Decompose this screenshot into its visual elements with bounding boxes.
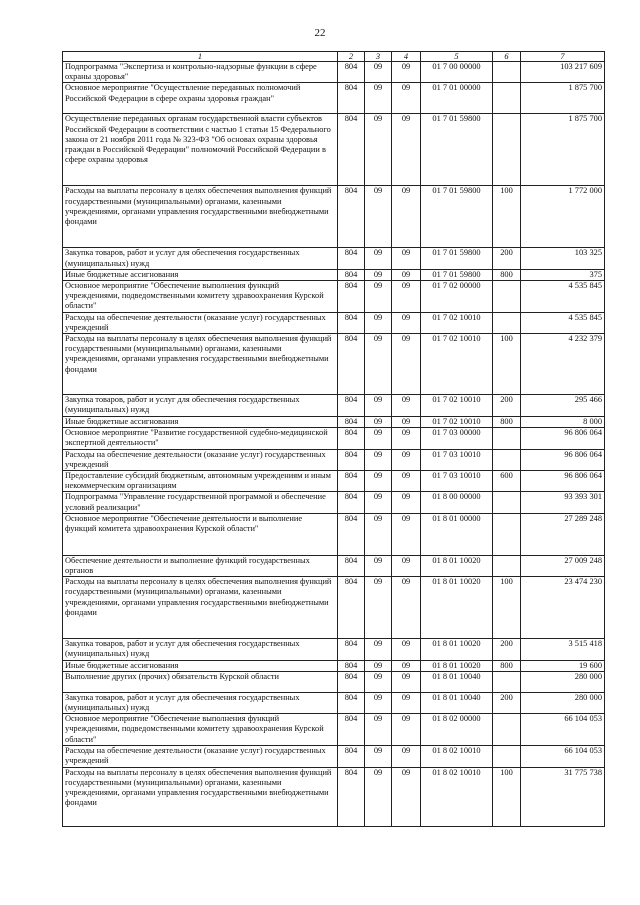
target-article-cell: 01 7 03 10010 (421, 471, 493, 492)
target-article-cell: 01 7 03 00000 (421, 428, 493, 449)
row-name-cell: Закупка товаров, работ и услуг для обеспечения государственных (муниципальных) нужд (63, 248, 338, 269)
ministry-code-cell: 804 (338, 714, 365, 746)
ministry-code-cell: 804 (338, 186, 365, 248)
section-cell: 09 (365, 269, 392, 280)
ministry-code-cell: 804 (338, 83, 365, 114)
subsection-cell: 09 (392, 417, 421, 428)
subsection-cell: 09 (392, 714, 421, 746)
amount-cell: 295 466 (521, 395, 605, 417)
section-cell: 09 (365, 692, 392, 713)
expense-type-cell: 200 (493, 395, 521, 417)
target-article-cell: 01 7 01 59800 (421, 269, 493, 280)
amount-cell: 66 104 053 (521, 746, 605, 767)
table-row (63, 449, 605, 470)
row-name-cell: Основное мероприятие "Обеспечение выполнения функций учреждениями, подведомственными комитету здравоохранения Курской области" (63, 714, 338, 746)
subsection-cell: 09 (392, 395, 421, 417)
expense-type-cell: 200 (493, 639, 521, 660)
ministry-code-cell: 804 (338, 417, 365, 428)
ministry-code-cell: 804 (338, 555, 365, 576)
row-name-cell: Обеспечение деятельности и выполнение функций государственных органов (63, 555, 338, 576)
table-row (63, 639, 605, 660)
amount-cell: 1 875 700 (521, 83, 605, 114)
target-article-cell: 01 8 02 00000 (421, 714, 493, 746)
budget-table (62, 51, 605, 827)
subsection-cell: 09 (392, 471, 421, 492)
target-article-cell: 01 8 01 10020 (421, 555, 493, 576)
expense-type-cell: 200 (493, 248, 521, 269)
ministry-code-cell: 804 (338, 746, 365, 767)
target-article-cell: 01 8 00 00000 (421, 492, 493, 513)
amount-cell: 4 535 845 (521, 312, 605, 333)
column-header: 6 (493, 52, 521, 62)
subsection-cell: 09 (392, 639, 421, 660)
table-row (63, 428, 605, 449)
ministry-code-cell: 804 (338, 62, 365, 83)
target-article-cell: 01 7 01 59800 (421, 114, 493, 186)
expense-type-cell (493, 714, 521, 746)
row-name-cell: Расходы на выплаты персоналу в целях обеспечения выполнения функций государственными (муниципальными) органами, казенными учреждениями, органами управления государственными внебюджетными фондами (63, 577, 338, 639)
ministry-code-cell: 804 (338, 660, 365, 671)
table-row (63, 281, 605, 313)
subsection-cell: 09 (392, 449, 421, 470)
row-name-cell: Основное мероприятие "Обеспечение деятельности и выполнение функций комитета здравоохранения Курской области" (63, 513, 338, 555)
header-row (63, 52, 605, 62)
row-name-cell: Расходы на выплаты персоналу в целях обеспечения выполнения функций государственными (муниципальными) органами, казенными учреждениями, органами управления государственными внебюджетными фондами (63, 767, 338, 826)
section-cell: 09 (365, 428, 392, 449)
target-article-cell: 01 7 01 00000 (421, 83, 493, 114)
amount-cell: 103 325 (521, 248, 605, 269)
column-header: 4 (392, 52, 421, 62)
column-header: 3 (365, 52, 392, 62)
expense-type-cell (493, 492, 521, 513)
row-name-cell: Предоставление субсидий бюджетным, автономным учреждениям и иным некоммерческим организациям (63, 471, 338, 492)
expense-type-cell (493, 83, 521, 114)
row-name-cell: Расходы на выплаты персоналу в целях обеспечения выполнения функций государственными (муниципальными) органами, казенными учреждениями, органами управления государственными внебюджетными фондами (63, 186, 338, 248)
ministry-code-cell: 804 (338, 513, 365, 555)
row-name-cell: Закупка товаров, работ и услуг для обеспечения государственных (муниципальных) нужд (63, 692, 338, 713)
section-cell: 09 (365, 449, 392, 470)
subsection-cell: 09 (392, 555, 421, 576)
amount-cell: 4 535 845 (521, 281, 605, 313)
target-article-cell: 01 7 01 59800 (421, 248, 493, 269)
row-name-cell: Основное мероприятие "Развитие государственной судебно-медицинской экспертной деятельности" (63, 428, 338, 449)
subsection-cell: 09 (392, 671, 421, 692)
section-cell: 09 (365, 395, 392, 417)
amount-cell: 27 289 248 (521, 513, 605, 555)
section-cell: 09 (365, 312, 392, 333)
amount-cell: 1 772 000 (521, 186, 605, 248)
table-row (63, 417, 605, 428)
table-row (63, 114, 605, 186)
ministry-code-cell: 804 (338, 281, 365, 313)
amount-cell: 23 474 230 (521, 577, 605, 639)
target-article-cell: 01 7 00 00000 (421, 62, 493, 83)
row-name-cell: Подпрограмма "Управление государственной программой и обеспечение условий реализации" (63, 492, 338, 513)
row-name-cell: Расходы на выплаты персоналу в целях обеспечения выполнения функций государственными (муниципальными) органами, казенными учреждениями, органами управления государственными внебюджетными фондами (63, 334, 338, 395)
row-name-cell: Закупка товаров, работ и услуг для обеспечения государственных (муниципальных) нужд (63, 639, 338, 660)
table-row (63, 577, 605, 639)
table-row (63, 767, 605, 826)
target-article-cell: 01 7 01 59800 (421, 186, 493, 248)
ministry-code-cell: 804 (338, 395, 365, 417)
subsection-cell: 09 (392, 186, 421, 248)
table-row (63, 692, 605, 713)
subsection-cell: 09 (392, 577, 421, 639)
amount-cell: 4 232 379 (521, 334, 605, 395)
expense-type-cell: 100 (493, 767, 521, 826)
section-cell: 09 (365, 746, 392, 767)
column-header: 2 (338, 52, 365, 62)
row-name-cell: Осуществление переданных органам государственной власти субъектов Российской Федерации в соответствии с частью 1 статьи 15 Федерального закона от 21 ноября 2011 года № 323-ФЗ "Об основах охраны здоровья граждан в Российской Федерации" полномочий Российской Федерации в сфере охраны здоровья (63, 114, 338, 186)
section-cell: 09 (365, 555, 392, 576)
expense-type-cell (493, 671, 521, 692)
row-name-cell: Расходы на обеспечение деятельности (оказание услуг) государственных учреждений (63, 312, 338, 333)
table-row (63, 248, 605, 269)
subsection-cell: 09 (392, 428, 421, 449)
row-name-cell: Закупка товаров, работ и услуг для обеспечения государственных (муниципальных) нужд (63, 395, 338, 417)
table-row (63, 334, 605, 395)
target-article-cell: 01 7 02 10010 (421, 312, 493, 333)
section-cell: 09 (365, 248, 392, 269)
amount-cell: 27 009 248 (521, 555, 605, 576)
target-article-cell: 01 7 02 10010 (421, 417, 493, 428)
amount-cell: 66 104 053 (521, 714, 605, 746)
amount-cell: 93 393 301 (521, 492, 605, 513)
column-header: 1 (63, 52, 338, 62)
page-number: 22 (314, 27, 326, 39)
table-row (63, 555, 605, 576)
table-row (63, 746, 605, 767)
amount-cell: 3 515 418 (521, 639, 605, 660)
target-article-cell: 01 7 02 00000 (421, 281, 493, 313)
subsection-cell: 09 (392, 513, 421, 555)
section-cell: 09 (365, 492, 392, 513)
amount-cell: 280 000 (521, 692, 605, 713)
subsection-cell: 09 (392, 83, 421, 114)
expense-type-cell (493, 428, 521, 449)
expense-type-cell: 800 (493, 417, 521, 428)
ministry-code-cell: 804 (338, 671, 365, 692)
row-name-cell: Иные бюджетные ассигнования (63, 417, 338, 428)
expense-type-cell (493, 513, 521, 555)
target-article-cell: 01 7 03 10010 (421, 449, 493, 470)
section-cell: 09 (365, 186, 392, 248)
row-name-cell: Иные бюджетные ассигнования (63, 660, 338, 671)
amount-cell: 280 000 (521, 671, 605, 692)
target-article-cell: 01 8 01 10020 (421, 639, 493, 660)
ministry-code-cell: 804 (338, 492, 365, 513)
section-cell: 09 (365, 281, 392, 313)
ministry-code-cell: 804 (338, 114, 365, 186)
row-name-cell: Расходы на обеспечение деятельности (оказание услуг) государственных учреждений (63, 449, 338, 470)
expense-type-cell (493, 449, 521, 470)
section-cell: 09 (365, 577, 392, 639)
section-cell: 09 (365, 334, 392, 395)
subsection-cell: 09 (392, 312, 421, 333)
row-name-cell: Подпрограмма "Экспертиза и контрольно-надзорные функции в сфере охраны здоровья" (63, 62, 338, 83)
target-article-cell: 01 8 02 10010 (421, 746, 493, 767)
row-name-cell: Основное мероприятие "Осуществление переданных полномочий Российской Федерации в сфере охраны здоровья граждан" (63, 83, 338, 114)
expense-type-cell (493, 746, 521, 767)
column-header: 7 (521, 52, 605, 62)
amount-cell: 375 (521, 269, 605, 280)
subsection-cell: 09 (392, 114, 421, 186)
amount-cell: 96 806 064 (521, 449, 605, 470)
expense-type-cell: 800 (493, 269, 521, 280)
section-cell: 09 (365, 639, 392, 660)
amount-cell: 19 600 (521, 660, 605, 671)
ministry-code-cell: 804 (338, 449, 365, 470)
section-cell: 09 (365, 62, 392, 83)
table-row (63, 471, 605, 492)
table-row (63, 269, 605, 280)
expense-type-cell (493, 114, 521, 186)
section-cell: 09 (365, 767, 392, 826)
section-cell: 09 (365, 114, 392, 186)
ministry-code-cell: 804 (338, 471, 365, 492)
table-row (63, 492, 605, 513)
table-row (63, 62, 605, 83)
expense-type-cell (493, 62, 521, 83)
section-cell: 09 (365, 660, 392, 671)
amount-cell: 31 775 738 (521, 767, 605, 826)
target-article-cell: 01 8 01 00000 (421, 513, 493, 555)
row-name-cell: Выполнение других (прочих) обязательств Курской области (63, 671, 338, 692)
table-row (63, 671, 605, 692)
row-name-cell: Основное мероприятие "Обеспечение выполнения функций учреждениями, подведомственными комитету здравоохранения Курской области" (63, 281, 338, 313)
expense-type-cell (493, 281, 521, 313)
subsection-cell: 09 (392, 492, 421, 513)
ministry-code-cell: 804 (338, 428, 365, 449)
subsection-cell: 09 (392, 767, 421, 826)
amount-cell: 103 217 609 (521, 62, 605, 83)
amount-cell: 8 000 (521, 417, 605, 428)
column-header: 5 (421, 52, 493, 62)
expense-type-cell: 100 (493, 334, 521, 395)
table-row (63, 186, 605, 248)
amount-cell: 96 806 064 (521, 471, 605, 492)
target-article-cell: 01 7 02 10010 (421, 395, 493, 417)
expense-type-cell: 200 (493, 692, 521, 713)
section-cell: 09 (365, 471, 392, 492)
expense-type-cell: 100 (493, 577, 521, 639)
ministry-code-cell: 804 (338, 767, 365, 826)
section-cell: 09 (365, 417, 392, 428)
table-row (63, 395, 605, 417)
table-row (63, 83, 605, 114)
subsection-cell: 09 (392, 281, 421, 313)
amount-cell: 96 806 064 (521, 428, 605, 449)
row-name-cell: Иные бюджетные ассигнования (63, 269, 338, 280)
table-row (63, 660, 605, 671)
section-cell: 09 (365, 513, 392, 555)
ministry-code-cell: 804 (338, 577, 365, 639)
table-row (63, 714, 605, 746)
target-article-cell: 01 8 01 10040 (421, 671, 493, 692)
subsection-cell: 09 (392, 334, 421, 395)
target-article-cell: 01 8 01 10040 (421, 692, 493, 713)
subsection-cell: 09 (392, 248, 421, 269)
ministry-code-cell: 804 (338, 639, 365, 660)
table-row (63, 312, 605, 333)
ministry-code-cell: 804 (338, 334, 365, 395)
section-cell: 09 (365, 83, 392, 114)
table-row (63, 513, 605, 555)
subsection-cell: 09 (392, 62, 421, 83)
ministry-code-cell: 804 (338, 312, 365, 333)
section-cell: 09 (365, 714, 392, 746)
ministry-code-cell: 804 (338, 692, 365, 713)
target-article-cell: 01 7 02 10010 (421, 334, 493, 395)
subsection-cell: 09 (392, 269, 421, 280)
ministry-code-cell: 804 (338, 269, 365, 280)
subsection-cell: 09 (392, 746, 421, 767)
target-article-cell: 01 8 02 10010 (421, 767, 493, 826)
section-cell: 09 (365, 671, 392, 692)
row-name-cell: Расходы на обеспечение деятельности (оказание услуг) государственных учреждений (63, 746, 338, 767)
target-article-cell: 01 8 01 10020 (421, 577, 493, 639)
expense-type-cell: 100 (493, 186, 521, 248)
expense-type-cell (493, 312, 521, 333)
expense-type-cell (493, 555, 521, 576)
expense-type-cell: 600 (493, 471, 521, 492)
ministry-code-cell: 804 (338, 248, 365, 269)
expense-type-cell: 800 (493, 660, 521, 671)
subsection-cell: 09 (392, 692, 421, 713)
subsection-cell: 09 (392, 660, 421, 671)
amount-cell: 1 875 700 (521, 114, 605, 186)
target-article-cell: 01 8 01 10020 (421, 660, 493, 671)
